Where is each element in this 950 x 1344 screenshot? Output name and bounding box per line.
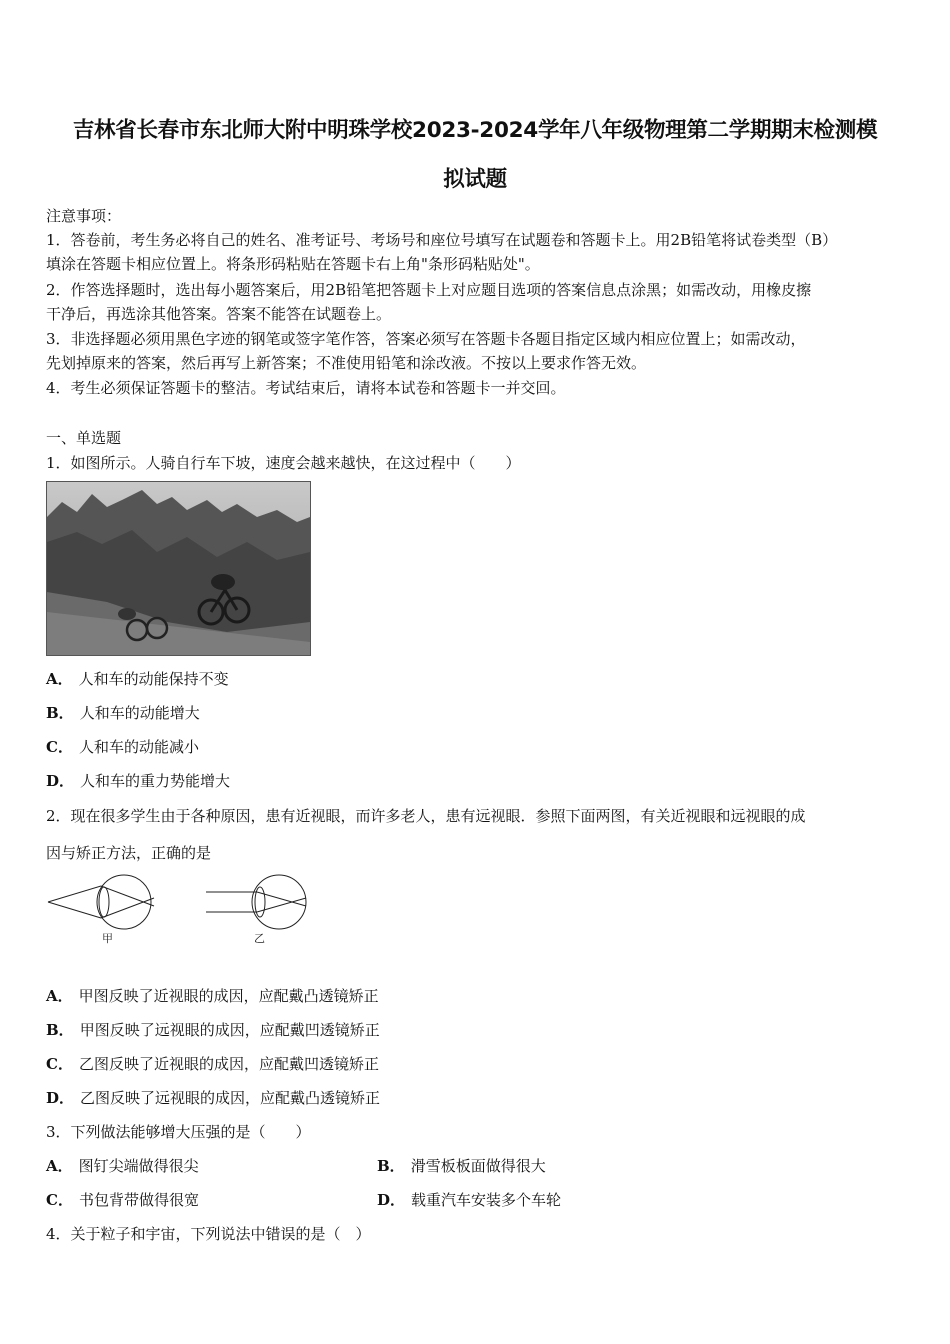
q2-option-b: B． 甲图反映了远视眼的成因，应配戴凹透镜矫正 [46, 1021, 380, 1039]
question-2-stem: 2．现在很多学生由于各种原因，患有近视眼，而许多老人，患有远视眼．参照下面两图，有关近视眼和远视眼的成 [46, 807, 806, 825]
figure-label-jia: 甲 [102, 932, 113, 945]
q1-option-a: A． 人和车的动能保持不变 [46, 670, 229, 688]
q2-option-c: C． 乙图反映了近视眼的成因，应配戴凹透镜矫正 [46, 1055, 379, 1073]
q1-option-b: B． 人和车的动能增大 [46, 704, 200, 722]
notice-item: 先划掉原来的答案，然后再写上新答案；不准使用铅笔和涂改液。不按以上要求作答无效。 [46, 354, 647, 372]
eye-diagrams [44, 870, 324, 948]
notice-heading: 注意事项： [46, 207, 122, 225]
q3-option-a: A． 图钉尖端做得很尖 [46, 1157, 199, 1175]
figure-label-yi: 乙 [254, 932, 265, 945]
question-1-stem: 1．如图所示。人骑自行车下坡，速度会越来越快，在这过程中（ ） [46, 454, 521, 472]
notice-item: 3．非选择题必须用黑色字迹的钢笔或签字笔作答，答案必须写在答题卡各题目指定区域内相应位置上；如需改动， [46, 330, 806, 348]
notice-item: 填涂在答题卡相应位置上。将条形码粘贴在答题卡右上角"条形码粘贴处"。 [46, 255, 540, 273]
notice-item: 干净后，再选涂其他答案。答案不能答在试题卷上。 [46, 305, 392, 323]
notice-item: 1．答卷前，考生务必将自己的姓名、准考证号、考场号和座位号填写在试题卷和答题卡上。用2B铅笔将试卷类型（B） [46, 231, 838, 249]
eye-diagram-yi [206, 875, 306, 929]
page-title-continued: 拟试题 [443, 167, 507, 192]
question-4-stem: 4．关于粒子和宇宙，下列说法中错误的是（ ） [46, 1225, 371, 1243]
question-3-stem: 3．下列做法能够增大压强的是（ ） [46, 1123, 311, 1141]
q2-option-d: D． 乙图反映了远视眼的成因，应配戴凸透镜矫正 [46, 1089, 381, 1107]
notice-item: 2．作答选择题时，选出每小题答案后，用2B铅笔把答题卡上对应题目选项的答案信息点涂黑；如需改动，用橡皮擦 [46, 281, 812, 299]
q1-option-c: C． 人和车的动能减小 [46, 738, 199, 756]
notice-item: 4．考生必须保证答题卡的整洁。考试结束后，请将本试卷和答题卡一并交回。 [46, 379, 566, 397]
q3-option-d: D． 载重汽车安装多个车轮 [377, 1191, 562, 1209]
q1-option-d: D． 人和车的重力势能增大 [46, 772, 231, 790]
cyclist-downhill-photo [46, 481, 311, 656]
q3-option-c: C． 书包背带做得很宽 [46, 1191, 199, 1209]
question-2-stem-continued: 因与矫正方法，正确的是 [46, 844, 212, 862]
q3-option-b: B． 滑雪板板面做得很大 [377, 1157, 546, 1175]
eye-diagram-jia [48, 875, 154, 929]
page-title: 吉林省长春市东北师大附中明珠学校2023-2024学年八年级物理第二学期期末检测模 [72, 118, 878, 143]
q2-option-a: A． 甲图反映了近视眼的成因，应配戴凸透镜矫正 [46, 987, 379, 1005]
section-heading: 一、单选题 [46, 429, 122, 447]
